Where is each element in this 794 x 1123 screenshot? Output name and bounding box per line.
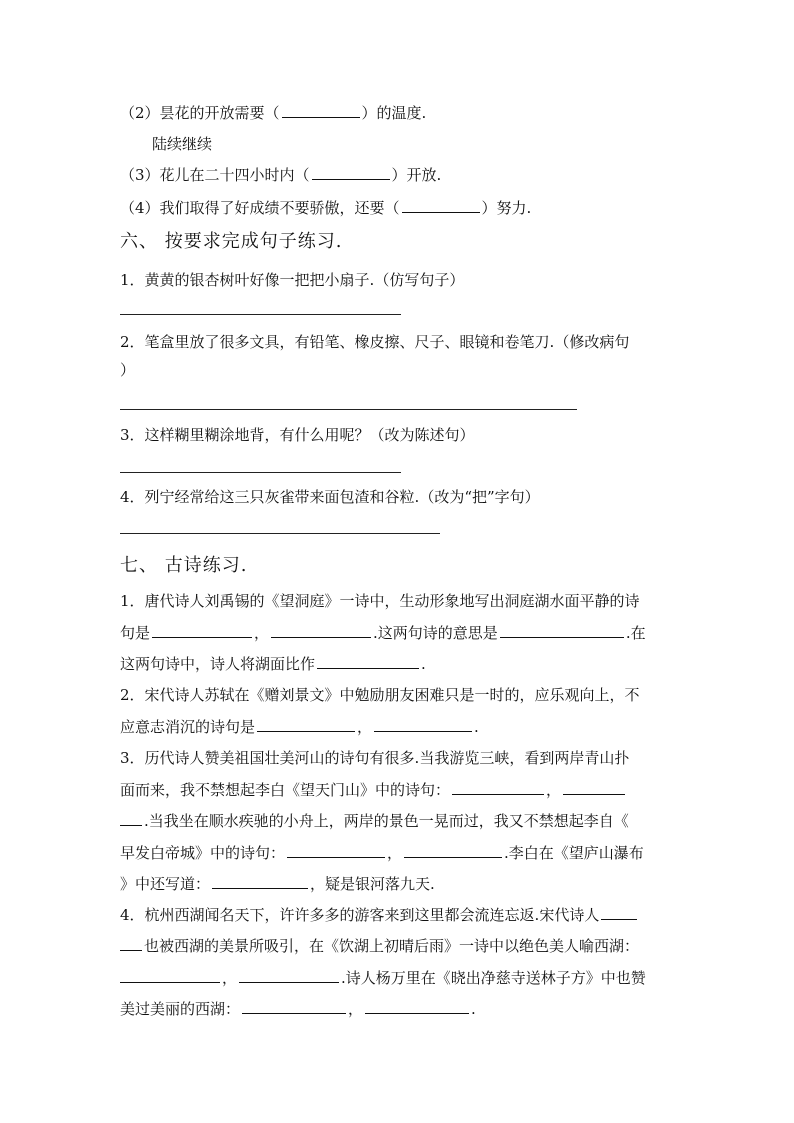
answer-line[interactable] bbox=[120, 314, 401, 315]
s7-p2-line2: 应意志消沉的诗句是 ， . bbox=[120, 715, 479, 738]
s5-item2: （2）昙花的开放需要（ ）的温度. bbox=[120, 101, 426, 124]
answer-line[interactable] bbox=[120, 472, 401, 473]
answer-blank[interactable] bbox=[317, 652, 419, 669]
answer-blank[interactable] bbox=[120, 966, 220, 983]
s6-q3: 3．这样糊里糊涂地背，有什么用呢？（改为陈述句） bbox=[120, 426, 475, 444]
answer-blank[interactable] bbox=[242, 997, 346, 1014]
answer-line[interactable] bbox=[120, 409, 577, 410]
answer-blank[interactable] bbox=[601, 903, 637, 920]
s7-p3-line5: 》中还写道： ，疑是银河落九天. bbox=[120, 872, 435, 895]
section7-heading: 七、 古诗练习. bbox=[120, 555, 248, 576]
s7-p4-line3: ， .诗人杨万里在《晓出净慈寺送林子方》中也赞 bbox=[120, 966, 646, 989]
s7-p3-line3: .当我坐在顺水疾驰的小舟上，两岸的景色一晃而过，我又不禁想起李自《 bbox=[120, 809, 629, 832]
answer-blank[interactable] bbox=[312, 163, 390, 180]
s6-q2-line1: 2．笔盒里放了很多文具，有铅笔、橡皮擦、尺子、眼镜和卷笔刀.（修改病句 bbox=[120, 333, 630, 351]
s6-q4: 4．列宁经常给这三只灰雀带来面包渣和谷粒.（改为“把”字句） bbox=[120, 488, 540, 506]
s7-p4-line4: 美过美丽的西湖： ， . bbox=[120, 997, 476, 1020]
answer-blank[interactable] bbox=[239, 966, 339, 983]
answer-blank[interactable] bbox=[563, 778, 625, 795]
answer-line[interactable] bbox=[120, 533, 440, 534]
section6-heading: 六、 按要求完成句子练习. bbox=[120, 231, 343, 252]
answer-blank[interactable] bbox=[152, 621, 252, 638]
answer-blank[interactable] bbox=[120, 809, 142, 826]
answer-blank[interactable] bbox=[120, 934, 142, 951]
answer-blank[interactable] bbox=[402, 196, 480, 213]
answer-blank[interactable] bbox=[282, 101, 360, 118]
answer-blank[interactable] bbox=[404, 841, 502, 858]
s7-p3-line4: 早发白帝城》中的诗句： ， .李白在《望庐山瀑布 bbox=[120, 841, 644, 864]
s7-p4-line2: 也被西湖的美景所吸引，在《饮湖上初晴后雨》一诗中以绝色美人喻西湖： bbox=[120, 934, 639, 957]
s5-options: 陆续继续 bbox=[152, 135, 213, 153]
answer-blank[interactable] bbox=[212, 872, 308, 889]
answer-blank[interactable] bbox=[271, 621, 371, 638]
s7-p2-line1: 2．宋代诗人苏轼在《赠刘景文》中勉励朋友困难只是一时的，应乐观向上，不 bbox=[120, 686, 640, 704]
answer-blank[interactable] bbox=[257, 715, 355, 732]
s7-p1-line1: 1．唐代诗人刘禹锡的《望洞庭》一诗中，生动形象地写出洞庭湖水面平静的诗 bbox=[120, 592, 640, 610]
s6-q2-line2: ） bbox=[120, 361, 136, 379]
s7-p1-line2: 句是 ， .这两句诗的意思是 .在 bbox=[120, 621, 646, 644]
s6-q1: 1．黄黄的银杏树叶好像一把把小扇子.（仿写句子） bbox=[120, 271, 465, 289]
s5-item3: （3）花儿在二十四小时内（ ）开放. bbox=[120, 163, 441, 186]
answer-blank[interactable] bbox=[452, 778, 544, 795]
s7-p3-line1: 3．历代诗人赞美祖国壮美河山的诗句有很多.当我游览三峡，看到两岸青山扑 bbox=[120, 749, 630, 767]
s7-p3-line2: 面而来，我不禁想起李白《望天门山》中的诗句： ， bbox=[120, 778, 627, 801]
s5-item4: （4）我们取得了好成绩不要骄傲，还要（ ）努力. bbox=[120, 196, 531, 219]
answer-blank[interactable] bbox=[500, 621, 624, 638]
s7-p4-line1: 4．杭州西湖闻名天下，许许多多的游客来到这里都会流连忘返.宋代诗人 bbox=[120, 903, 639, 926]
answer-blank[interactable] bbox=[365, 997, 469, 1014]
s7-p1-line3: 这两句诗中，诗人将湖面比作 . bbox=[120, 652, 426, 675]
answer-blank[interactable] bbox=[287, 841, 385, 858]
answer-blank[interactable] bbox=[374, 715, 472, 732]
